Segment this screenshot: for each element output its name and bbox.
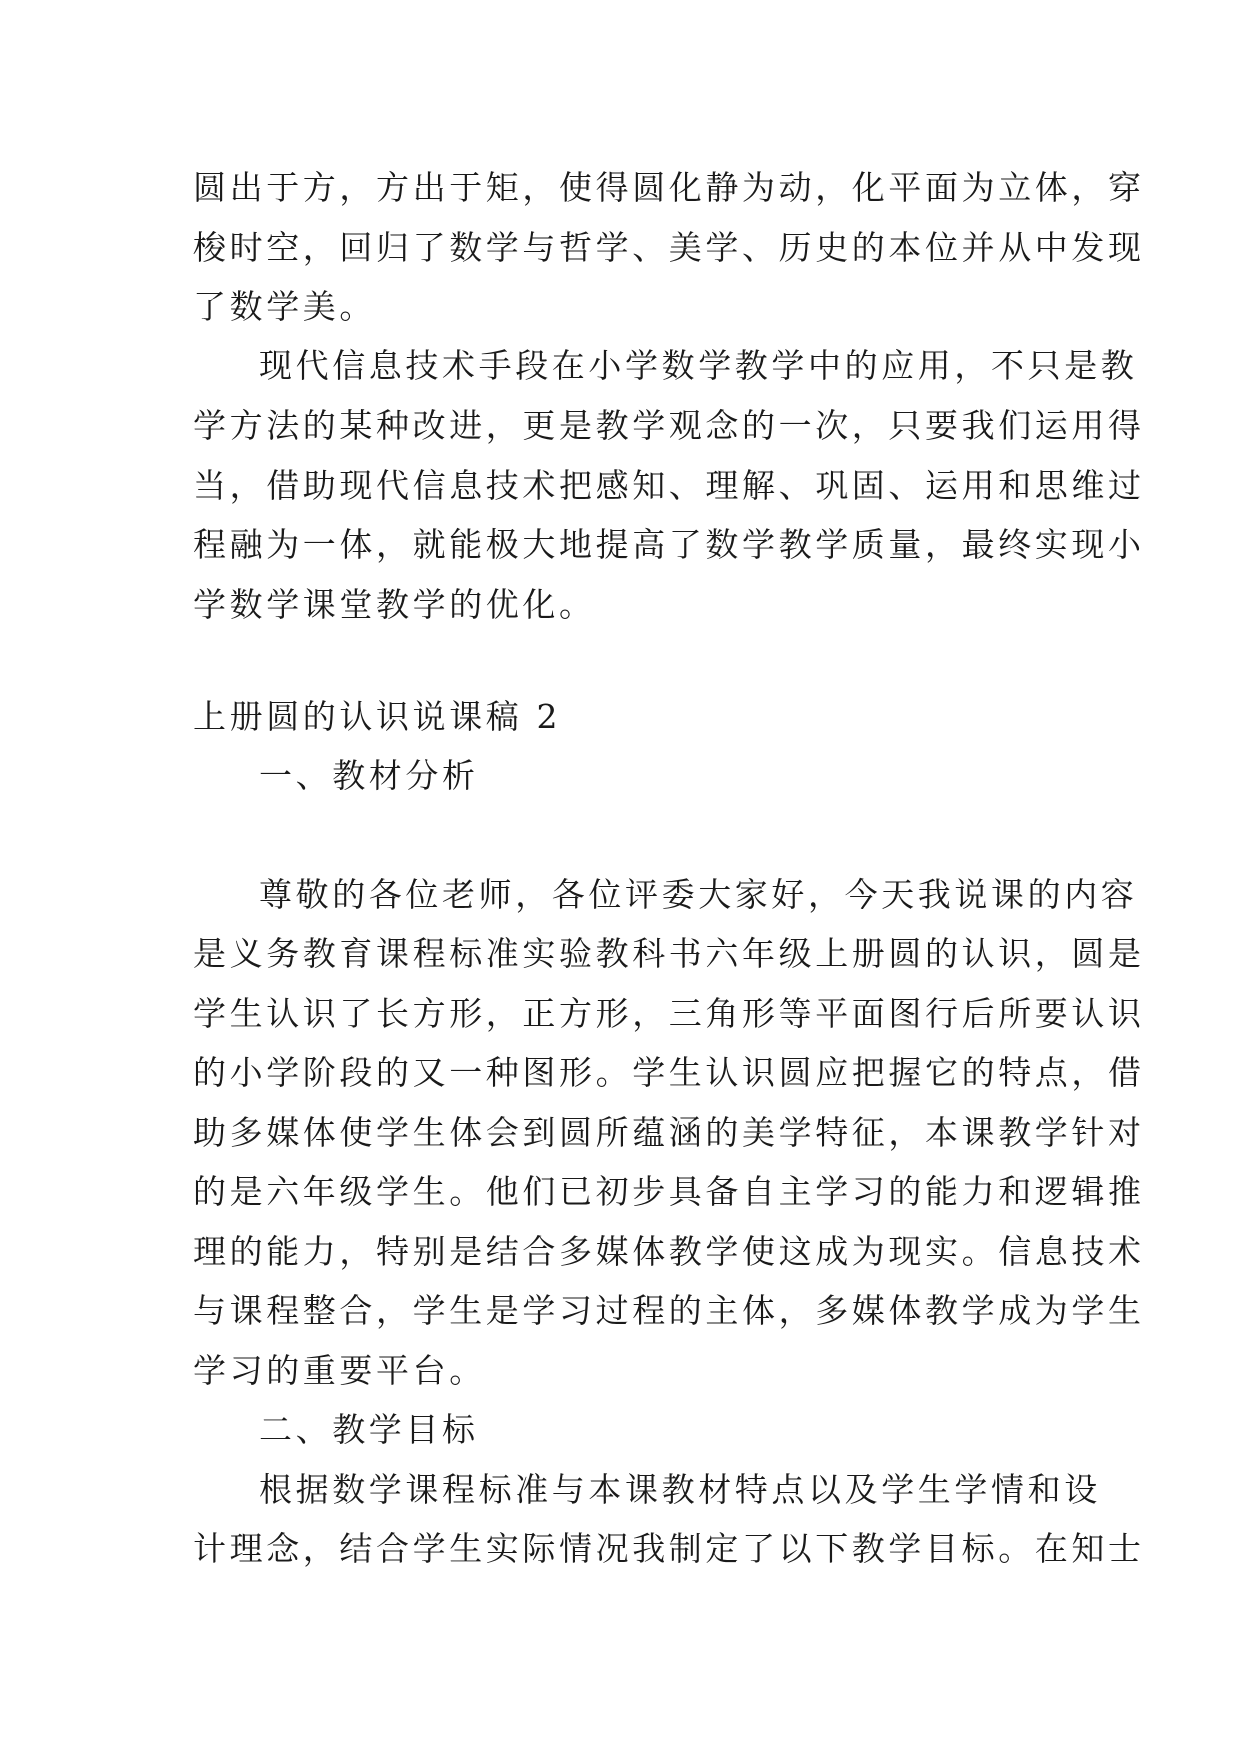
paragraph-3-line-4: 的小学阶段的又一种图形。学生认识圆应把握它的特点，借	[193, 1053, 1145, 1092]
paragraph-1-line-1: 圆出于方，方出于矩，使得圆化静为动，化平面为立体，穿	[193, 168, 1145, 207]
paragraph-3-line-7: 理的能力，特别是结合多媒体教学使这成为现实。信息技术	[193, 1232, 1145, 1271]
paragraph-2-line-1: 现代信息技术手段在小学数学教学中的应用，不只是教	[259, 346, 1138, 385]
paragraph-3-line-3: 学生认识了长方形，正方形，三角形等平面图行后所要认识	[193, 994, 1145, 1033]
paragraph-3-line-6: 的是六年级学生。他们已初步具备自主学习的能力和逻辑推	[193, 1172, 1145, 1211]
heading-teaching-objectives: 二、教学目标	[259, 1410, 479, 1449]
paragraph-3-line-8: 与课程整合，学生是学习过程的主体，多媒体教学成为学生	[193, 1291, 1145, 1330]
paragraph-2-line-4: 程融为一体，就能极大地提高了数学教学质量，最终实现小	[193, 525, 1145, 564]
paragraph-4-line-2: 计理念，结合学生实际情况我制定了以下教学目标。在知士	[193, 1529, 1145, 1568]
paragraph-2-line-3: 当，借助现代信息技术把感知、理解、巩固、运用和思维过	[193, 466, 1145, 505]
paragraph-4-line-1: 根据数学课程标准与本课教材特点以及学生学情和设	[259, 1470, 1101, 1509]
paragraph-3-line-5: 助多媒体使学生体会到圆所蕴涵的美学特征，本课教学针对	[193, 1113, 1145, 1152]
paragraph-3-line-9: 学习的重要平台。	[193, 1351, 486, 1390]
heading-teaching-material-analysis: 一、教材分析	[259, 756, 479, 795]
section-title: 上册圆的认识说课稿 2	[193, 697, 562, 736]
paragraph-1-line-2: 梭时空，回归了数学与哲学、美学、历史的本位并从中发现	[193, 228, 1145, 267]
paragraph-3-line-1: 尊敬的各位老师，各位评委大家好，今天我说课的内容	[259, 875, 1138, 914]
paragraph-2-line-2: 学方法的某种改进，更是教学观念的一次，只要我们运用得	[193, 406, 1145, 445]
paragraph-1-line-3: 了数学美。	[193, 287, 376, 326]
paragraph-3-line-2: 是义务教育课程标准实验教科书六年级上册圆的认识，圆是	[193, 934, 1145, 973]
paragraph-2-line-5: 学数学课堂教学的优化。	[193, 585, 596, 624]
